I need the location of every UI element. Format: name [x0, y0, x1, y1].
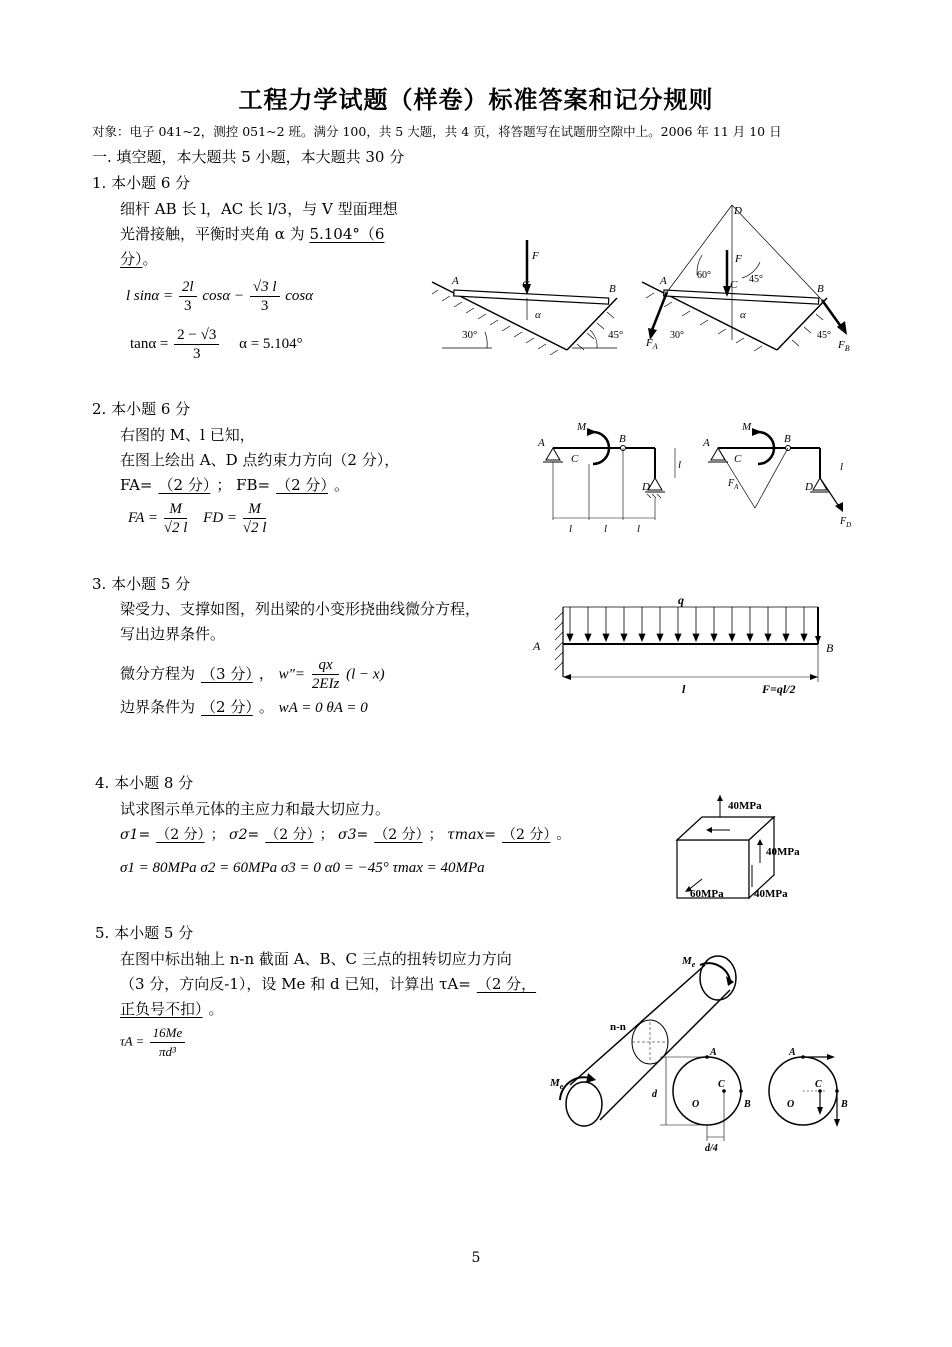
q3-de-num: qx	[312, 656, 340, 675]
q1-fig2-FA-sub: A	[652, 342, 658, 351]
q4-fig-right-stress: 40MPa	[766, 846, 800, 858]
q1-eq1-num2: √3 l	[250, 278, 280, 297]
q3-bc-eq: wA = 0 θA = 0	[278, 700, 368, 716]
q4-tmax-label: τmax=	[447, 827, 497, 843]
q1-eq1-num1: 2l	[179, 278, 197, 297]
q5-line2	[120, 973, 536, 994]
q1-fig2-A-label: A	[660, 275, 667, 287]
q2-eq-den2: √2 l	[242, 520, 267, 536]
q4-s1-blank: （2 分）	[156, 827, 205, 843]
q2-fig-l-1: l	[569, 523, 573, 535]
q1-eq2-result: α = 5.104°	[239, 335, 303, 352]
q2-equation	[128, 500, 268, 537]
q5-eq-lhs: τA =	[120, 1033, 145, 1049]
q5-sec1-d-label: d	[652, 1089, 657, 1100]
page-title: 工程力学试题（样卷）标准答案和记分规则	[238, 86, 714, 114]
q1-fig-45deg: 45°	[608, 329, 624, 341]
q2-line1: 右图的 M、l 已知，	[120, 426, 255, 444]
q5-line1: 在图中标出轴上 n-n 截面 A、B、C 三点的扭转切应力方向	[120, 950, 512, 968]
q2-separator: ；	[216, 476, 232, 494]
exam-meta: 对象：电子 041~2，测控 051~2 班。满分 100，共 5 大题，共 4 页，将答题写在试题册空隙中上。2006 年 11 月 10 日	[92, 124, 782, 139]
q4-s2-label: σ2=	[229, 827, 260, 843]
q1-line1: 细杆 AB 长 l，AC 长 l/3，与 V 型面理想	[120, 200, 398, 218]
q4-period: 。	[556, 827, 571, 843]
q2-fig-l-right: l	[678, 459, 682, 471]
q4-sep-2: ；	[319, 827, 334, 843]
q5-sec2-A-label: A	[789, 1047, 796, 1058]
q1-fig2-60deg: 60°	[697, 270, 711, 281]
q1-fig2-D-label: D	[734, 205, 742, 217]
q2-fig2-FD-label	[839, 516, 851, 529]
q4-fig-bottomright-stress: 40MPa	[754, 888, 788, 900]
q3-de-blank: （3 分）	[201, 664, 253, 683]
q1-line2-text: 光滑接触，平衡时夹角 α 为	[120, 225, 305, 243]
q5-line3	[120, 998, 224, 1019]
q2-eq-num2: M	[243, 500, 267, 519]
q3-header: 3. 本小题 5 分	[92, 575, 191, 593]
q5-fig-Me-left-main: M	[550, 1077, 560, 1089]
q1-equation-1	[126, 278, 313, 315]
q5-fig-Me-left	[549, 1077, 564, 1091]
q4-sep-3: ；	[428, 827, 443, 843]
q2-fig2-FD-sub: D	[846, 521, 852, 529]
q2-header: 2. 本小题 6 分	[92, 400, 191, 418]
q1-eq2-frac	[174, 326, 219, 363]
q2-eq-num1: M	[164, 500, 188, 519]
q1-fig-A-label: A	[452, 275, 459, 287]
q3-figure-beam	[530, 592, 850, 702]
q3-line1: 梁受力、支撑如图，列出梁的小变形挠曲线微分方程，	[120, 600, 481, 618]
q4-s1-label: σ1=	[120, 827, 151, 843]
q5-fig-Me-right-main: M	[682, 955, 692, 967]
q2-fig-A-label: A	[538, 437, 545, 449]
q5-sec1-C-label: C	[718, 1079, 725, 1090]
q5-fig-nn-label: n-n	[610, 1021, 626, 1033]
q4-figure-element	[672, 795, 822, 905]
q1-eq1-den2: 3	[260, 298, 269, 314]
q1-period: 。	[142, 250, 158, 268]
q2-fig-D-label: D	[642, 481, 650, 493]
q1-eq2-den: 3	[193, 346, 201, 362]
q4-s3-blank: （2 分）	[374, 827, 423, 843]
q2-fig2-A-label: A	[703, 437, 710, 449]
q4-s2-blank: （2 分）	[265, 827, 314, 843]
q2-fig2-FD-main: F	[840, 516, 847, 527]
q2-eq-fa: FA =	[128, 509, 158, 526]
q5-answer-blank: （2 分，	[476, 975, 537, 993]
q5-line2-text: （3 分，方向反-1），设 Me 和 d 已知，计算出 τA=	[120, 975, 471, 993]
q2-eq-den1: √2 l	[163, 520, 188, 536]
q3-bc-label: 边界条件为	[120, 698, 196, 716]
q5-fig-Me-right	[681, 955, 696, 969]
q1-header: 1. 本小题 6 分	[92, 174, 191, 192]
q2-fa-blank: （2 分）	[158, 476, 211, 494]
q3-bc-sep: 。	[258, 698, 274, 716]
q1-fig2-FB-label	[837, 339, 850, 353]
q1-fig2-30deg: 30°	[670, 330, 684, 341]
q2-eq-fd: FD =	[203, 509, 238, 526]
q3-fig-q-label: q	[678, 593, 684, 607]
q1-fig-C-label: C	[522, 279, 530, 291]
q3-bc-line	[120, 696, 368, 717]
q3-de-lhs: w"=	[278, 666, 306, 683]
q1-fig2-B-label: B	[817, 283, 824, 295]
q2-period: 。	[333, 476, 349, 494]
q4-blanks	[120, 824, 570, 844]
q1-fig2-alpha-label: α	[740, 309, 746, 321]
q5-answer-blank-cont: 正负号不扣）	[120, 1000, 203, 1018]
q2-fig-l-2: l	[604, 523, 608, 535]
q2-figure-reactions	[700, 418, 860, 533]
q3-diff-eq-line	[120, 656, 385, 693]
q2-fa-label: FA=	[120, 476, 153, 494]
q3-de-label: 微分方程为	[120, 664, 196, 683]
q2-fb-label: FB=	[236, 476, 271, 494]
q2-fb-blank: （2 分）	[276, 476, 328, 494]
q5-equation	[120, 1024, 187, 1061]
q3-fig-B-label: B	[826, 641, 834, 655]
q5-eq-num: 16Me	[150, 1024, 186, 1043]
page-number: 5	[471, 1250, 481, 1266]
q1-fig2-F-label: F	[735, 253, 742, 265]
q3-de-rhs: (l − x)	[346, 666, 385, 683]
q1-line2	[120, 223, 384, 244]
q1-fig2-FA-main: F	[646, 337, 653, 349]
q5-fig-Me-right-sub: e	[691, 960, 696, 969]
q4-header: 4. 本小题 8 分	[95, 774, 194, 792]
q3-bc-blank: （2 分）	[201, 698, 253, 716]
q3-fig-l-label: l	[682, 682, 686, 696]
q2-fig-C-label: C	[571, 453, 579, 465]
q1-answer-blank-cont: 分）	[120, 250, 143, 268]
q1-fig-B-label: B	[609, 283, 616, 295]
q1-eq2-num: 2 − √3	[174, 326, 219, 345]
q2-eq-frac1	[164, 500, 188, 537]
q5-sec1-d4-label: d/4	[705, 1143, 718, 1154]
q1-figure-rod	[432, 240, 632, 360]
q3-fig-F-label: F=ql/2	[762, 682, 796, 696]
q4-line1: 试求图示单元体的主应力和最大切应力。	[120, 800, 391, 818]
q5-sec2-O-label: O	[787, 1099, 795, 1110]
q2-fig2-D-label: D	[805, 481, 813, 493]
q1-eq1-lhs: l sinα =	[126, 287, 174, 304]
q3-fig-A-label: A	[533, 639, 541, 653]
q3-de-frac	[312, 656, 340, 693]
q5-figure-section-1	[652, 1045, 760, 1155]
q1-eq1-frac1	[179, 278, 197, 315]
q4-sep-1: ；	[210, 827, 225, 843]
q2-fig2-M-label: M	[742, 421, 752, 433]
q3-de-sep: ，	[258, 664, 274, 683]
q1-fig2-FB-main: F	[838, 339, 845, 351]
q2-fig2-FA-sub: A	[734, 483, 739, 491]
q1-fig-30deg: 30°	[462, 329, 478, 341]
q2-fig-M-label: M	[577, 421, 587, 433]
q4-fig-top-stress: 40MPa	[728, 800, 762, 812]
q1-eq1-frac2	[250, 278, 280, 315]
q3-de-den: 2EIz	[311, 676, 340, 692]
q5-eq-frac	[150, 1024, 186, 1061]
q2-line2: 在图上绘出 A、D 点约束力方向（2 分），	[120, 451, 400, 469]
q1-answer-blank: 5.104°（6	[309, 225, 385, 243]
q2-eq-frac2	[243, 500, 267, 537]
q5-period: 。	[208, 1000, 224, 1018]
q1-eq2-lhs: tanα =	[130, 335, 169, 352]
q2-figure-frame	[535, 418, 685, 538]
q2-fig2-B-label: B	[784, 433, 791, 445]
q5-sec2-C-label: C	[815, 1079, 822, 1090]
q1-fig-F-label: F	[532, 250, 539, 262]
q1-equation-2	[130, 326, 303, 363]
q5-sec1-O-label: O	[692, 1099, 700, 1110]
q1-line3	[120, 248, 158, 269]
q1-fig-alpha-label: α	[535, 309, 541, 321]
q2-fig-B-label: B	[619, 433, 626, 445]
q5-sec2-B-label: B	[841, 1099, 848, 1110]
q2-line3	[120, 474, 349, 495]
q1-fig2-45deg: 45°	[817, 330, 831, 341]
q5-fig-Me-left-sub: e	[559, 1082, 564, 1091]
q1-eq1-den1: 3	[184, 298, 192, 314]
q4-tmax-blank: （2 分）	[502, 827, 551, 843]
q2-fig2-C-label: C	[734, 453, 742, 465]
q2-fig2-FA-main: F	[728, 478, 735, 489]
q5-figure-section-2	[765, 1045, 865, 1135]
q1-fig2-45deg-top: 45°	[749, 274, 763, 285]
q4-equation: σ1 = 80MPa σ2 = 60MPa σ3 = 0 α0 = −45° τmax = 40MPa	[120, 860, 485, 876]
q4-fig-bottomleft-stress: 60MPa	[690, 888, 724, 900]
q1-eq1-end: cosα	[285, 287, 314, 304]
q5-header: 5. 本小题 5 分	[95, 924, 194, 942]
q1-fig2-FA-label	[645, 337, 658, 351]
q2-fig2-l-label: l	[840, 461, 844, 473]
q3-line2: 写出边界条件。	[120, 625, 226, 643]
q5-sec1-A-label: A	[710, 1047, 717, 1058]
section-heading: 一. 填空题，本大题共 5 小题，本大题共 30 分	[92, 148, 405, 166]
q1-eq1-mid: cosα −	[202, 287, 245, 304]
q2-fig-l-3: l	[637, 523, 641, 535]
q1-fig2-C-label: C	[730, 279, 738, 291]
q5-sec1-B-label: B	[744, 1099, 751, 1110]
q1-figure-forces	[642, 200, 852, 360]
q4-s3-label: σ3=	[338, 827, 369, 843]
q5-eq-den: πd³	[158, 1044, 176, 1059]
q1-fig2-FB-sub: B	[844, 344, 850, 353]
